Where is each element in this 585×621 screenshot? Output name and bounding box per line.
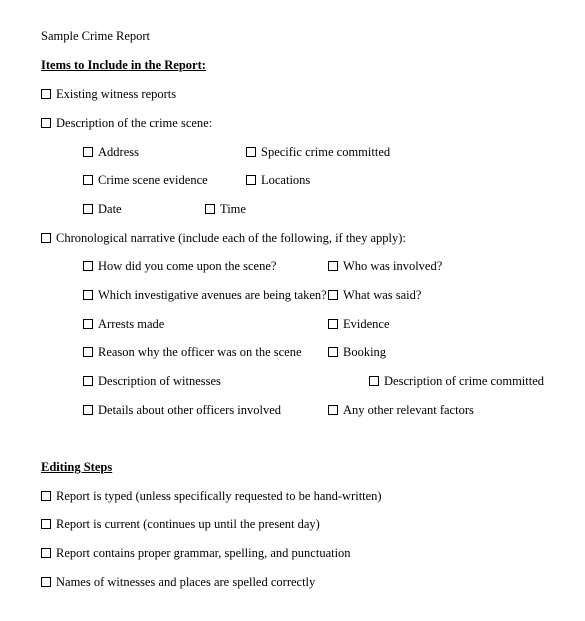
checklist-item-typed	[41, 488, 382, 504]
checklist-item-reason-officer	[83, 344, 302, 360]
checkbox[interactable]	[41, 118, 51, 128]
items-section-heading: Items to Include in the Report:	[41, 58, 206, 72]
checkbox[interactable]	[83, 319, 93, 329]
checklist-label: What was said?	[343, 288, 422, 302]
checklist-label: Crime scene evidence	[98, 173, 208, 187]
checkbox[interactable]	[328, 347, 338, 357]
checklist-label: Arrests made	[98, 317, 165, 331]
checkbox[interactable]	[41, 233, 51, 243]
checklist-item-desc-crime	[369, 373, 544, 389]
checklist-label: Date	[98, 202, 122, 216]
checklist-item-grammar	[41, 545, 351, 561]
checklist-item-names-spelled	[41, 574, 315, 590]
checklist-item-other-factors	[328, 402, 474, 418]
checklist-label: Locations	[261, 173, 311, 187]
editing-section-heading: Editing Steps	[41, 460, 113, 474]
checklist-item-crime-scene-evidence	[83, 172, 208, 188]
document-title: Sample Crime Report	[41, 29, 151, 43]
checklist-label: Report contains proper grammar, spelling, and punctuation	[56, 546, 351, 560]
checklist-item-what-said	[328, 287, 421, 303]
checklist-label: How did you come upon the scene?	[98, 259, 277, 273]
checklist-item-arrests	[83, 316, 164, 332]
checklist-label: Address	[98, 145, 139, 159]
checklist-label: Report is current (continues up until the present day)	[56, 517, 320, 531]
checklist-item-details-officers	[83, 402, 281, 418]
checkbox[interactable]	[41, 548, 51, 558]
checklist-label: Who was involved?	[343, 259, 443, 273]
checkbox[interactable]	[205, 204, 215, 214]
checklist-label: Which investigative avenues are being taken?	[98, 288, 327, 302]
checkbox[interactable]	[83, 261, 93, 271]
checklist-item-current	[41, 516, 320, 532]
checklist-item-locations	[246, 172, 310, 188]
checklist-item-date	[83, 201, 122, 217]
checklist-label: Description of witnesses	[98, 374, 221, 388]
checkbox[interactable]	[83, 405, 93, 415]
checkbox[interactable]	[83, 347, 93, 357]
checklist-label: Evidence	[343, 317, 390, 331]
checklist-item-avenues	[83, 287, 327, 303]
checkbox[interactable]	[41, 491, 51, 501]
checklist-label: Details about other officers involved	[98, 403, 282, 417]
checklist-label: Booking	[343, 345, 387, 359]
checklist-label: Names of witnesses and places are spelled correctly	[56, 575, 316, 589]
checklist-label: Reason why the officer was on the scene	[98, 345, 302, 359]
checkbox[interactable]	[83, 147, 93, 157]
checklist-label: Chronological narrative (include each of the following, if they apply):	[56, 231, 406, 245]
checklist-item-who-involved	[328, 258, 442, 274]
checkbox[interactable]	[328, 405, 338, 415]
checklist-label: Existing witness reports	[56, 87, 177, 101]
checklist-label: Time	[220, 202, 246, 216]
checkbox[interactable]	[246, 147, 256, 157]
checkbox[interactable]	[246, 175, 256, 185]
checklist-label: Any other relevant factors	[343, 403, 474, 417]
checkbox[interactable]	[83, 204, 93, 214]
checklist-label: Specific crime committed	[261, 145, 391, 159]
checklist-label: Description of crime committed	[384, 374, 545, 388]
checkbox[interactable]	[83, 175, 93, 185]
checkbox[interactable]	[328, 290, 338, 300]
checkbox[interactable]	[41, 89, 51, 99]
checklist-item-how-come-upon	[83, 258, 276, 274]
checkbox[interactable]	[369, 376, 379, 386]
checklist-item-booking	[328, 344, 386, 360]
checklist-item-description-scene	[41, 115, 212, 131]
checkbox[interactable]	[83, 290, 93, 300]
checklist-item-existing-witness	[41, 86, 176, 102]
checkbox[interactable]	[328, 319, 338, 329]
checklist-label: Description of the crime scene:	[56, 116, 213, 130]
checkbox[interactable]	[83, 376, 93, 386]
checklist-item-chronological	[41, 230, 406, 246]
checkbox[interactable]	[328, 261, 338, 271]
checklist-item-address	[83, 144, 139, 160]
checkbox[interactable]	[41, 519, 51, 529]
checkbox[interactable]	[41, 577, 51, 587]
checklist-item-desc-witnesses	[83, 373, 221, 389]
checklist-label: Report is typed (unless specifically requested to be hand-written)	[56, 489, 382, 503]
checklist-item-evidence	[328, 316, 390, 332]
checklist-item-specific-crime	[246, 144, 390, 160]
checklist-item-time	[205, 201, 246, 217]
